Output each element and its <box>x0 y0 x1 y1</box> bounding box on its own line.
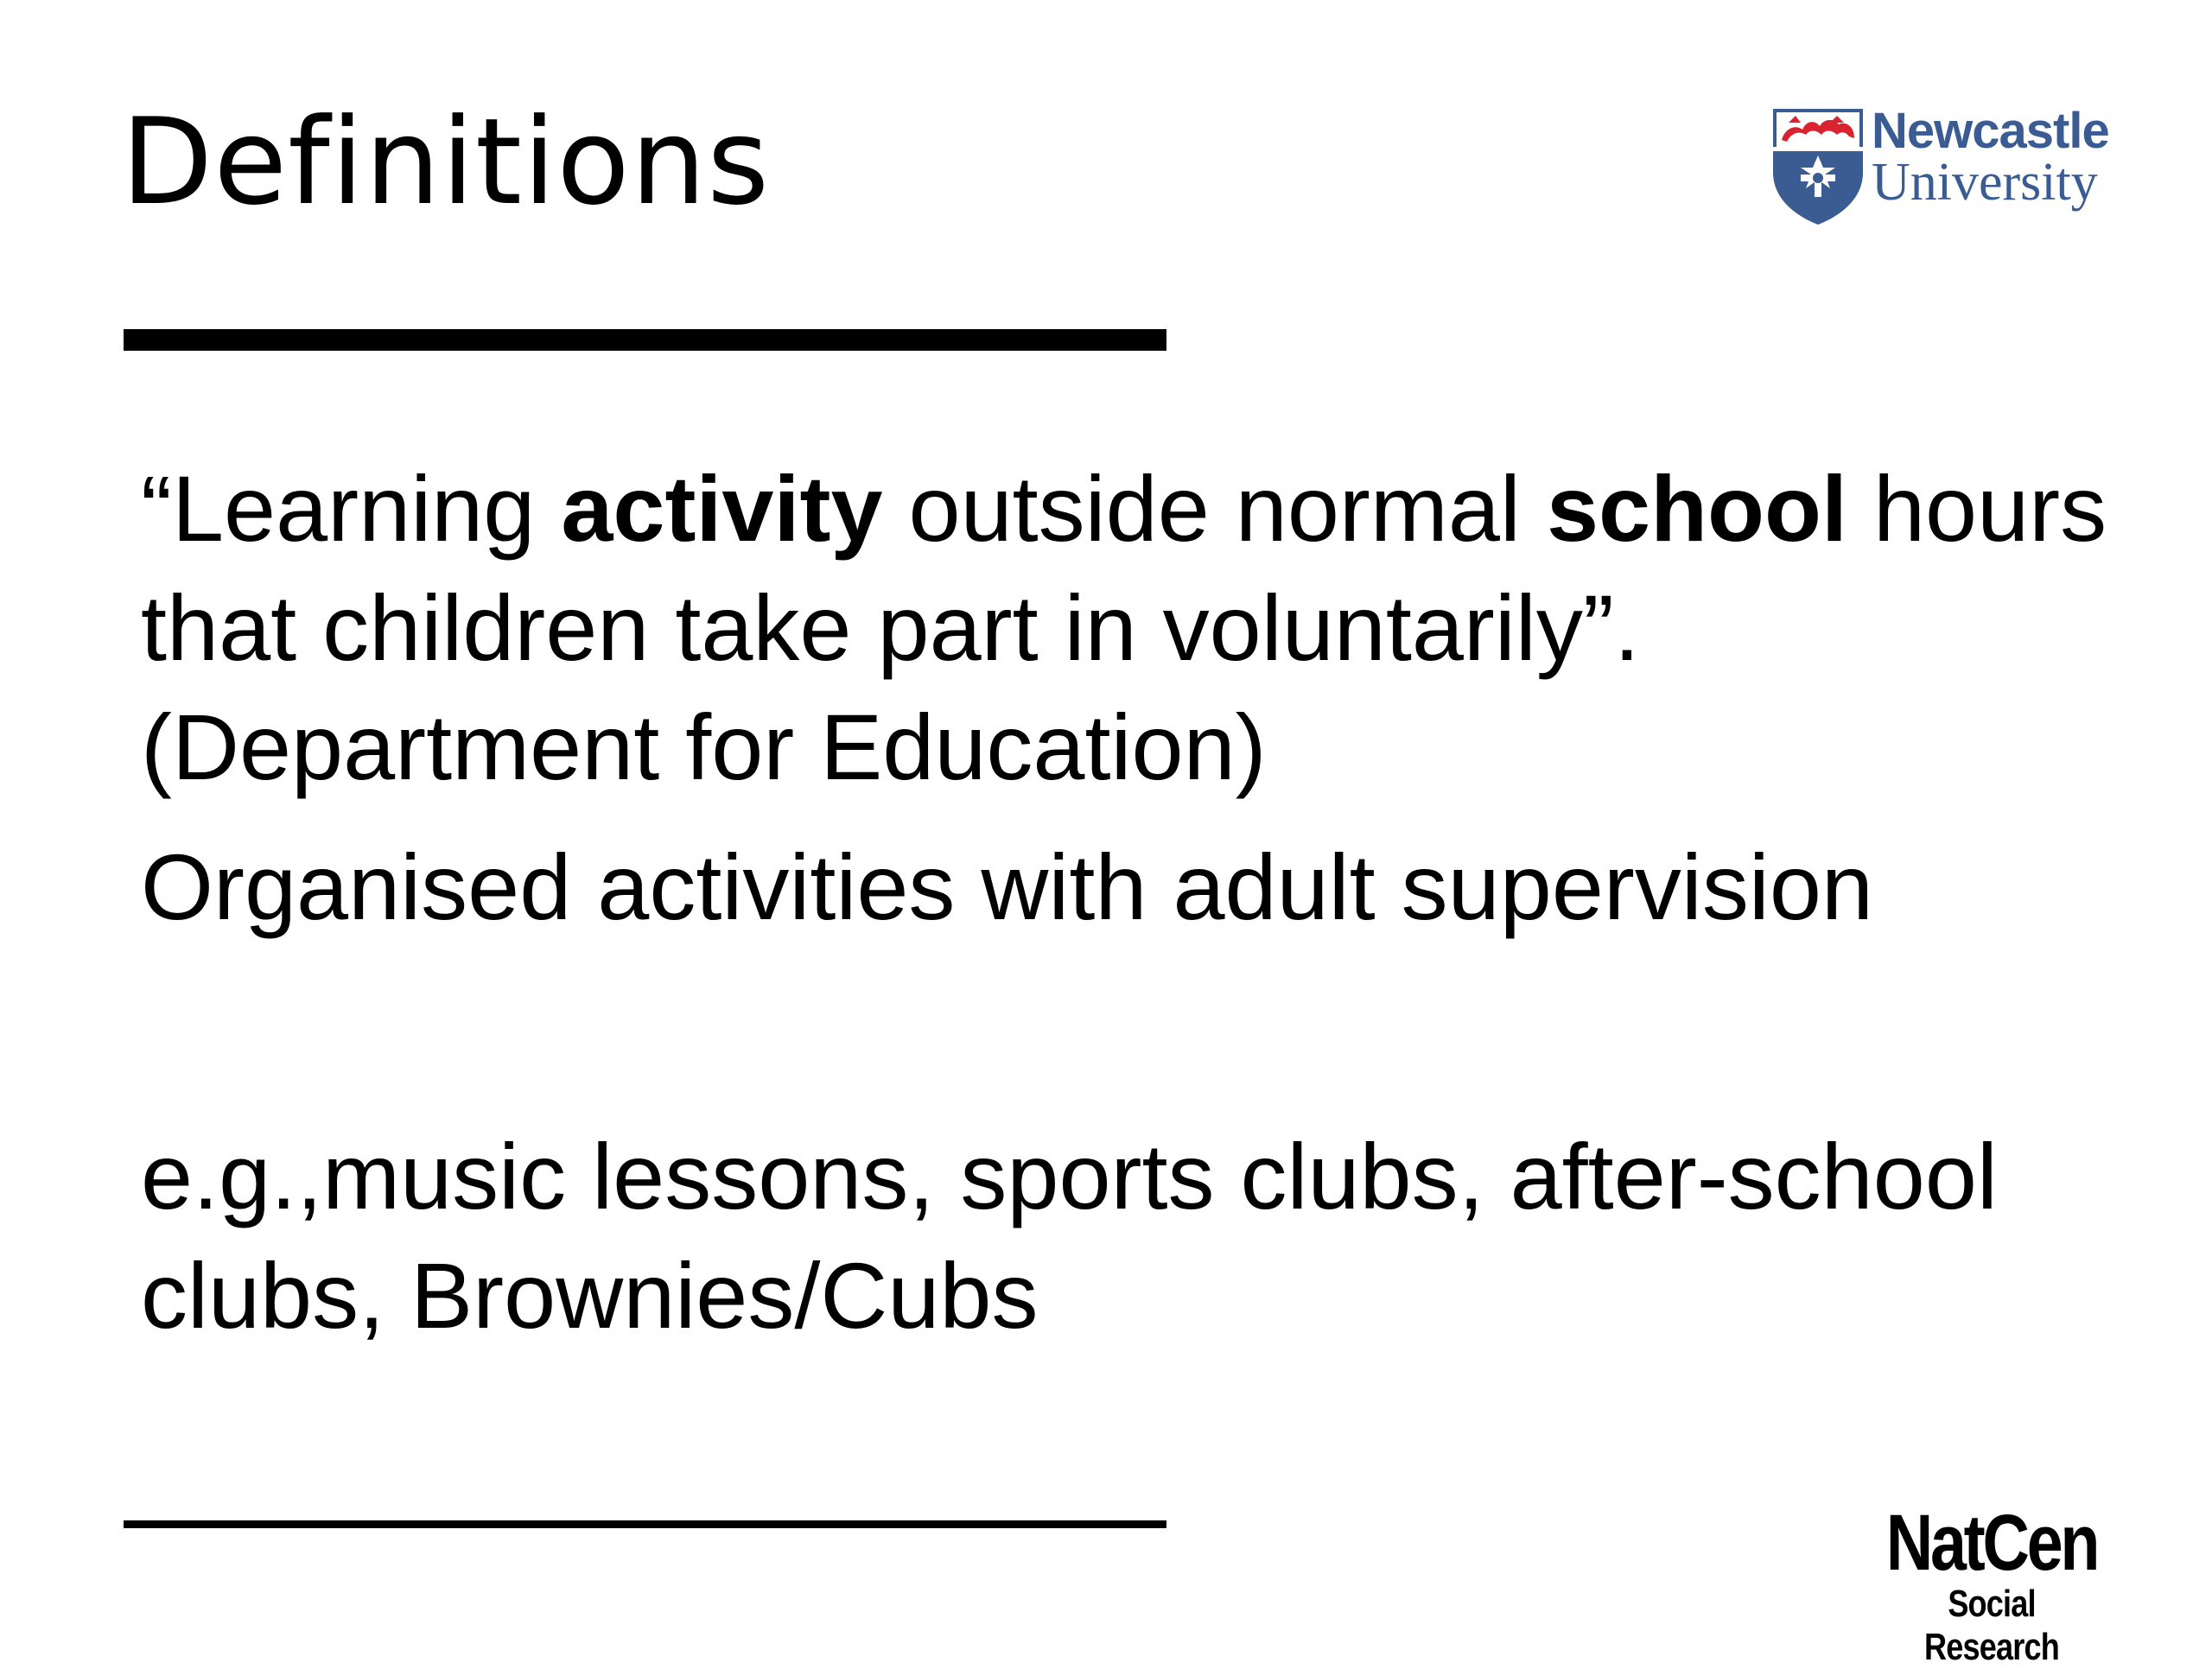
title-underline <box>124 329 1166 351</box>
natcen-logo <box>1862 1499 2121 1668</box>
footer-rule <box>124 1520 1166 1528</box>
quote-bold-school: school <box>1546 456 1847 561</box>
definition-quote <box>141 449 2128 807</box>
newcastle-university-logo <box>1770 105 2126 226</box>
newcastle-logo-line1: Newcastle <box>1872 103 2109 159</box>
examples-text: e.g.,music lessons, sports clubs, after-school clubs, Brownies/Cubs <box>141 1124 1998 1348</box>
quote-text-2: outside normal <box>882 456 1547 561</box>
natcen-logo-name: NatCen <box>1885 1499 2098 1587</box>
quote-text-3: hours that children take part in voluntarily”. (Department for Education) <box>141 456 2107 799</box>
natcen-logo-subtitle: Social Research <box>1924 1583 2059 1668</box>
newcastle-logo-line2: University <box>1872 153 2098 212</box>
organised-activities-text: Organised activities with adult supervision <box>141 834 1873 939</box>
newcastle-university-shield-icon <box>1770 105 1866 226</box>
quote-text-1: “Learning <box>141 456 562 561</box>
quote-bold-activity: activity <box>561 456 883 561</box>
newcastle-university-wordmark <box>1872 103 2109 212</box>
slide-title: Definitions <box>121 92 771 232</box>
